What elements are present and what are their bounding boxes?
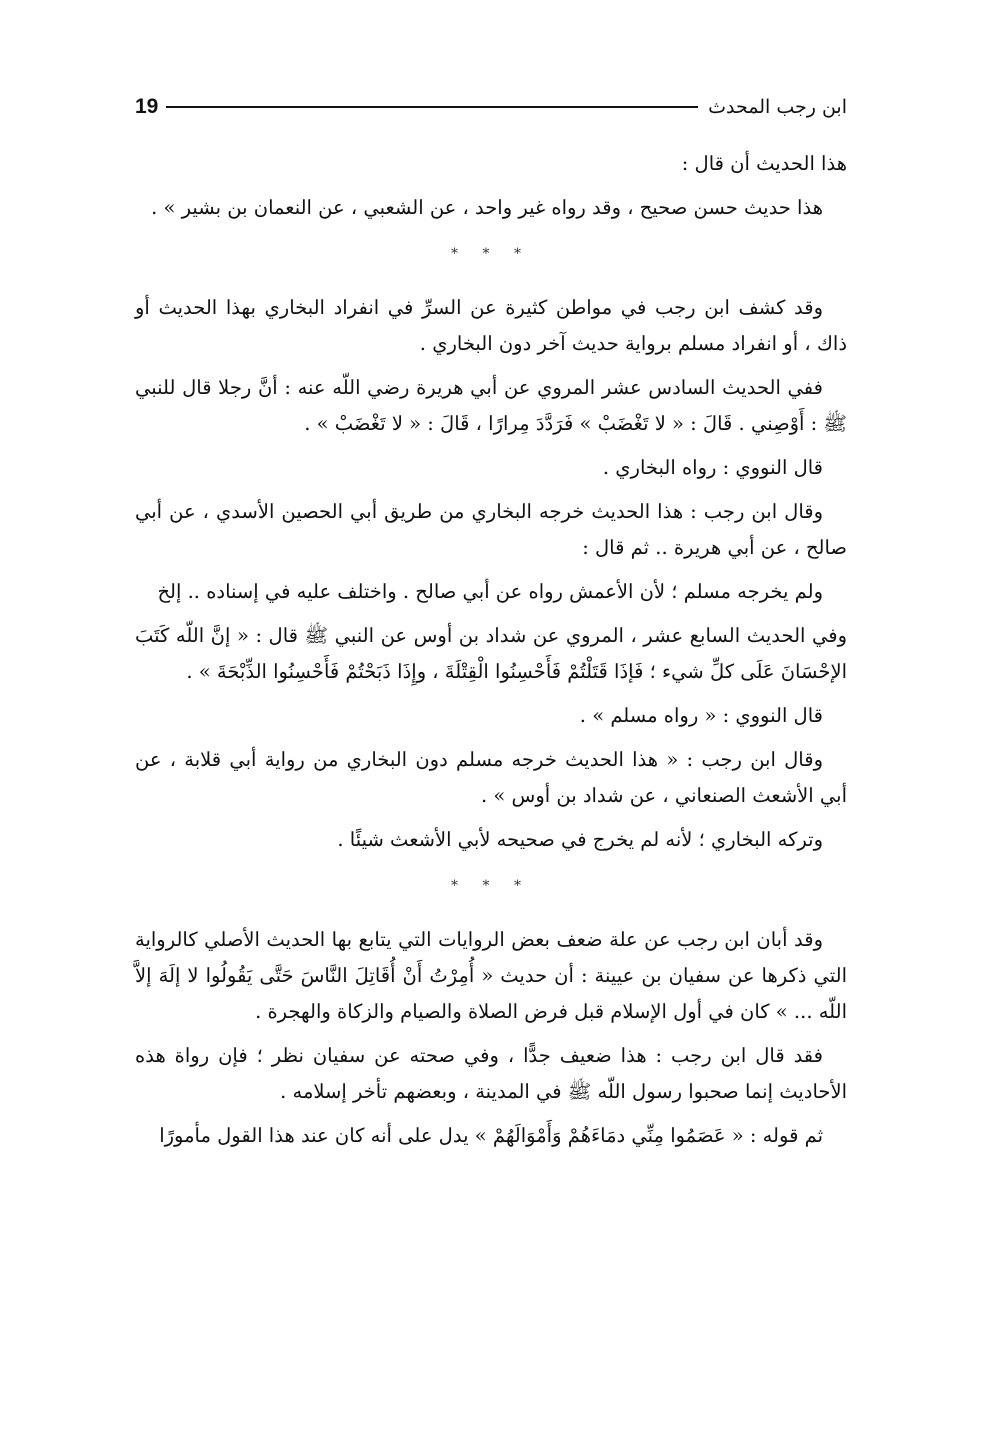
paragraph: هذا حديث حسن صحيح ، وقد رواه غير واحد ، عن الشعبي ، عن النعمان بن بشير » . — [151, 196, 823, 219]
paragraph: وقال ابن رجب : « هذا الحديث خرجه مسلم دون البخاري من رواية أبي قلابة ، عن أبي الأشعث الصنعاني ، عن شداد بن أوس » . — [135, 748, 847, 807]
paragraph: ولم يخرجه مسلم ؛ لأن الأعمش رواه عن أبي صالح . واختلف عليه في إسناده .. إلخ — [157, 580, 823, 603]
paragraph: فقد قال ابن رجب : هذا ضعيف جدًّا ، وفي صحته عن سفيان نظر ؛ فإن رواة هذه الأحاديث إنما صحبوا رسول اللّه ﷺ في المدينة ، وبعضهم تأخر إسلامه . — [135, 1044, 847, 1103]
header-rule — [166, 106, 698, 108]
paragraph: وقد كشف ابن رجب في مواطن كثيرة عن السرِّ في انفراد البخاري بهذا الحديث أو ذاك ، أو انفراد مسلم برواية حديث آخر دون البخاري . — [135, 296, 847, 355]
paragraph: قال النووي : « رواه مسلم » . — [579, 704, 823, 727]
paragraph: ثم قوله : « عَصَمُوا مِنِّي دمَاءَهُمْ وَأَمْوَالَهُمْ » يدل على أنه كان عند هذا القول مأمورًا — [159, 1124, 823, 1147]
paragraph: قال النووي : رواه البخاري . — [602, 456, 823, 479]
paragraph: وفي الحديث السابع عشر ، المروي عن شداد بن أوس عن النبي ﷺ قال : « إنَّ اللّه كَتَبَ الإحْسَانَ عَلَى كلِّ شيء ؛ فَإذَا قَتَلْتُمْ فَأَحْسِنُوا الْقِتْلَةَ ، وإِذَا ذَبَحْتُمْ فَأَحْسِنُوا الذِّبْحَةَ » . — [135, 624, 847, 683]
running-title: ابن رجب المحدث — [708, 96, 847, 118]
paragraph: ففي الحديث السادس عشر المروي عن أبي هريرة رضي اللّه عنه : أنَّ رجلا قال للنبي ﷺ : أَوْصِني . قَالَ : « لا تَغْضَبْ » فَرَدَّدَ مِرارًا ، قَالَ : « لا تَغْضَبْ » . — [135, 376, 847, 435]
paragraph: وتركه البخاري ؛ لأنه لم يخرج في صحيحه لأبي الأشعث شيئًا . — [337, 828, 823, 851]
paragraph: وقال ابن رجب : هذا الحديث خرجه البخاري من طريق أبي الحصين الأسدي ، عن أبي صالح ، عن أبي هريرة .. ثم قال : — [135, 500, 847, 559]
section-separator: * * * — [451, 878, 531, 894]
page-header — [135, 92, 847, 122]
page-number: 19 — [135, 95, 159, 118]
section-separator: * * * — [451, 246, 531, 262]
paragraph: وقد أبان ابن رجب عن علة ضعف بعض الروايات التي يتابع بها الحديث الأصلي كالرواية التي ذكرها عن سفيان بن عيينة : أن حديث « أُمِرْتُ أَنْ أُقَاتِلَ النَّاسَ حَتَّى يَقُولُوا لا إلَهَ إلاَّ اللّه ... » كان في أول الإسلام قبل فرض الصلاة والصيام والزكاة والهجرة . — [135, 928, 847, 1023]
page-body — [135, 146, 847, 1162]
paragraph: هذا الحديث أن قال : — [681, 152, 847, 175]
